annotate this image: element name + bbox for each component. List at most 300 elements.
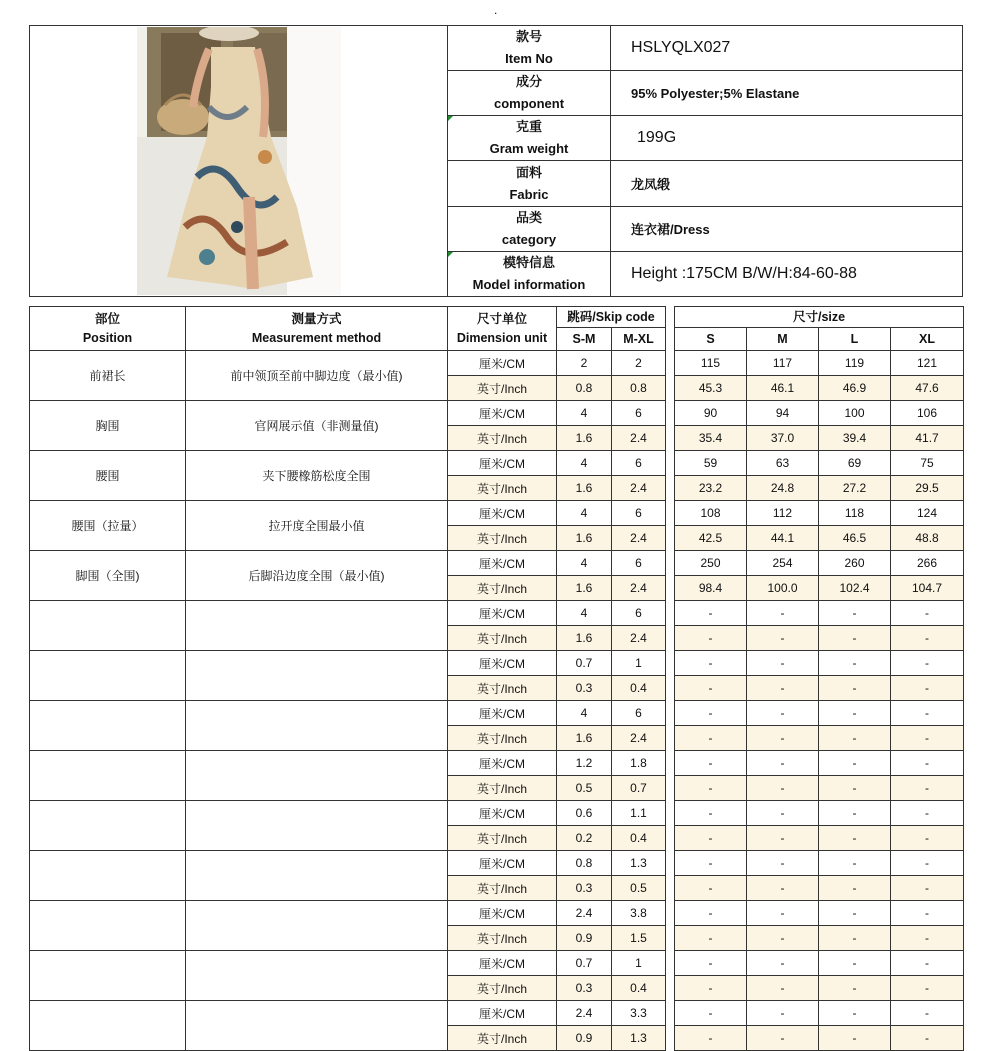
size-s-cell: - bbox=[675, 976, 747, 1001]
skip-sm-cell: 0.8 bbox=[557, 376, 612, 401]
column-gap bbox=[666, 976, 675, 1001]
size-xl-cell: 121 bbox=[891, 351, 964, 376]
size-s-cell: - bbox=[675, 601, 747, 626]
size-xl-cell: 48.8 bbox=[891, 526, 964, 551]
component-label bbox=[448, 71, 611, 116]
skip-mxl-cell: 2.4 bbox=[612, 576, 666, 601]
method-cell bbox=[186, 601, 448, 651]
column-gap bbox=[666, 851, 675, 876]
column-gap bbox=[666, 676, 675, 701]
table-row bbox=[30, 351, 964, 376]
column-gap bbox=[666, 751, 675, 776]
position-cell bbox=[30, 951, 186, 1001]
size-chart-table bbox=[29, 306, 963, 1051]
skip-sm-cell: 4 bbox=[557, 551, 612, 576]
skip-mxl-cell: 0.5 bbox=[612, 876, 666, 901]
size-m-cell: - bbox=[747, 851, 819, 876]
size-xl-cell: - bbox=[891, 776, 964, 801]
fabric-label-en: Fabric bbox=[509, 186, 549, 202]
skip-sm-cell: 0.7 bbox=[557, 651, 612, 676]
size-l-cell: - bbox=[819, 651, 891, 676]
size-l-cell: - bbox=[819, 976, 891, 1001]
size-s-cell: - bbox=[675, 1001, 747, 1026]
skip-sm-cell: 1.6 bbox=[557, 526, 612, 551]
size-m-cell: - bbox=[747, 951, 819, 976]
size-m-cell: 44.1 bbox=[747, 526, 819, 551]
size-s-cell: - bbox=[675, 676, 747, 701]
size-m-cell: - bbox=[747, 1026, 819, 1051]
product-photo bbox=[137, 27, 341, 295]
size-s-cell: - bbox=[675, 751, 747, 776]
gram-weight-label bbox=[448, 116, 611, 161]
skip-sm-cell: 0.7 bbox=[557, 951, 612, 976]
skip-mxl-cell: 1.8 bbox=[612, 751, 666, 776]
size-l-cell: 39.4 bbox=[819, 426, 891, 451]
size-s-cell: - bbox=[675, 651, 747, 676]
column-gap bbox=[666, 501, 675, 526]
size-s-cell: 98.4 bbox=[675, 576, 747, 601]
size-l-cell: - bbox=[819, 776, 891, 801]
skip-sm-cell: 2.4 bbox=[557, 901, 612, 926]
size-m-cell: 37.0 bbox=[747, 426, 819, 451]
column-gap bbox=[666, 626, 675, 651]
size-l-cell: - bbox=[819, 801, 891, 826]
size-m-cell: 46.1 bbox=[747, 376, 819, 401]
skip-mxl-cell: 3.3 bbox=[612, 1001, 666, 1026]
size-s-cell: - bbox=[675, 926, 747, 951]
size-m-cell: 24.8 bbox=[747, 476, 819, 501]
size-s-cell: 59 bbox=[675, 451, 747, 476]
skip-mxl-cell: 6 bbox=[612, 501, 666, 526]
table-row bbox=[30, 801, 964, 826]
size-m-cell: - bbox=[747, 701, 819, 726]
column-gap bbox=[666, 401, 675, 426]
unit-header-en: Dimension unit bbox=[456, 330, 548, 345]
unit-cell: 厘米/CM bbox=[448, 801, 557, 826]
size-l-cell: - bbox=[819, 826, 891, 851]
unit-cell: 英寸/Inch bbox=[448, 776, 557, 801]
category-value: 连衣裙/Dress bbox=[611, 206, 963, 251]
size-l-header: L bbox=[819, 328, 891, 351]
size-s-cell: - bbox=[675, 826, 747, 851]
size-xl-cell: 47.6 bbox=[891, 376, 964, 401]
skip-mxl-cell: 2.4 bbox=[612, 426, 666, 451]
size-s-cell: - bbox=[675, 901, 747, 926]
size-xl-cell: - bbox=[891, 876, 964, 901]
position-cell bbox=[30, 851, 186, 901]
column-gap bbox=[666, 351, 675, 376]
method-cell: 前中领顶至前中脚边度（最小值) bbox=[186, 351, 448, 401]
table-row bbox=[30, 451, 964, 476]
size-xl-cell: - bbox=[891, 1001, 964, 1026]
fabric-label bbox=[448, 161, 611, 206]
size-l-cell: 119 bbox=[819, 351, 891, 376]
unit-cell: 厘米/CM bbox=[448, 901, 557, 926]
unit-cell: 英寸/Inch bbox=[448, 526, 557, 551]
skip-sm-cell: 4 bbox=[557, 701, 612, 726]
size-l-cell: - bbox=[819, 901, 891, 926]
size-xl-cell: 29.5 bbox=[891, 476, 964, 501]
product-photo-cell bbox=[30, 26, 448, 297]
size-xl-cell: 106 bbox=[891, 401, 964, 426]
size-l-cell: - bbox=[819, 851, 891, 876]
table-row bbox=[30, 551, 964, 576]
skip-sm-cell: 2 bbox=[557, 351, 612, 376]
skip-mxl-cell: 2 bbox=[612, 351, 666, 376]
unit-cell: 厘米/CM bbox=[448, 601, 557, 626]
size-l-cell: - bbox=[819, 751, 891, 776]
skip-mxl-cell: 2.4 bbox=[612, 476, 666, 501]
position-cell: 腰围 bbox=[30, 451, 186, 501]
size-s-cell: - bbox=[675, 1026, 747, 1051]
skip-code-header: 跳码/Skip code bbox=[557, 307, 666, 328]
item-no-label-zh: 款号 bbox=[515, 29, 542, 45]
skip-sm-cell: 1.6 bbox=[557, 726, 612, 751]
table-row bbox=[30, 701, 964, 726]
size-l-cell: 100 bbox=[819, 401, 891, 426]
skip-mxl-cell: 1.5 bbox=[612, 926, 666, 951]
size-xl-cell: - bbox=[891, 726, 964, 751]
method-cell bbox=[186, 801, 448, 851]
size-l-cell: - bbox=[819, 876, 891, 901]
skip-sm-cell: 4 bbox=[557, 601, 612, 626]
table-row bbox=[30, 501, 964, 526]
size-xl-cell: - bbox=[891, 976, 964, 1001]
component-label-zh: 成分 bbox=[515, 74, 542, 90]
column-gap bbox=[666, 701, 675, 726]
skip-sm-cell: 4 bbox=[557, 451, 612, 476]
position-cell: 胸围 bbox=[30, 401, 186, 451]
size-m-cell: - bbox=[747, 801, 819, 826]
size-m-cell: - bbox=[747, 676, 819, 701]
size-xl-header: XL bbox=[891, 328, 964, 351]
skip-mxl-cell: 2.4 bbox=[612, 726, 666, 751]
size-xl-cell: - bbox=[891, 676, 964, 701]
column-gap bbox=[666, 476, 675, 501]
column-gap bbox=[666, 426, 675, 451]
size-l-cell: - bbox=[819, 951, 891, 976]
corner-mark bbox=[448, 116, 453, 121]
skip-mxl-cell: 2.4 bbox=[612, 626, 666, 651]
size-s-cell: - bbox=[675, 951, 747, 976]
size-l-cell: 46.5 bbox=[819, 526, 891, 551]
item-no-value: HSLYQLX027 bbox=[611, 26, 963, 71]
skip-sm-cell: 0.3 bbox=[557, 976, 612, 1001]
size-s-cell: 45.3 bbox=[675, 376, 747, 401]
size-m-cell: - bbox=[747, 976, 819, 1001]
skip-mxl-header: M-XL bbox=[612, 328, 666, 351]
table-row bbox=[30, 901, 964, 926]
table-row bbox=[30, 601, 964, 626]
column-gap bbox=[666, 776, 675, 801]
skip-mxl-cell: 0.4 bbox=[612, 976, 666, 1001]
size-xl-cell: - bbox=[891, 926, 964, 951]
size-xl-cell: - bbox=[891, 851, 964, 876]
size-m-cell: 63 bbox=[747, 451, 819, 476]
unit-cell: 厘米/CM bbox=[448, 701, 557, 726]
column-gap bbox=[666, 826, 675, 851]
method-header-en: Measurement method bbox=[251, 330, 382, 345]
skip-mxl-cell: 3.8 bbox=[612, 901, 666, 926]
size-l-cell: - bbox=[819, 726, 891, 751]
method-cell bbox=[186, 1001, 448, 1051]
unit-cell: 英寸/Inch bbox=[448, 376, 557, 401]
category-label-en: category bbox=[501, 231, 557, 247]
size-l-cell: 27.2 bbox=[819, 476, 891, 501]
skip-sm-cell: 1.2 bbox=[557, 751, 612, 776]
size-l-cell: 69 bbox=[819, 451, 891, 476]
corner-mark bbox=[448, 252, 453, 257]
item-no-label bbox=[448, 26, 611, 71]
size-m-cell: 254 bbox=[747, 551, 819, 576]
skip-sm-header: S-M bbox=[557, 328, 612, 351]
product-info-table bbox=[29, 25, 963, 297]
size-l-cell: - bbox=[819, 601, 891, 626]
size-s-cell: - bbox=[675, 626, 747, 651]
model-info-label-en: Model information bbox=[472, 276, 586, 292]
position-cell bbox=[30, 701, 186, 751]
size-l-cell: - bbox=[819, 676, 891, 701]
position-header-zh: 部位 bbox=[94, 311, 120, 326]
size-m-cell: - bbox=[747, 901, 819, 926]
size-m-cell: - bbox=[747, 826, 819, 851]
size-s-cell: 35.4 bbox=[675, 426, 747, 451]
skip-sm-cell: 1.6 bbox=[557, 476, 612, 501]
size-m-cell: - bbox=[747, 876, 819, 901]
skip-sm-cell: 0.2 bbox=[557, 826, 612, 851]
gram-weight-label-en: Gram weight bbox=[489, 141, 569, 157]
size-l-cell: 118 bbox=[819, 501, 891, 526]
column-gap bbox=[666, 376, 675, 401]
size-s-cell: 23.2 bbox=[675, 476, 747, 501]
size-m-cell: - bbox=[747, 626, 819, 651]
size-s-cell: - bbox=[675, 876, 747, 901]
unit-header bbox=[448, 307, 557, 351]
position-header bbox=[30, 307, 186, 351]
skip-sm-cell: 1.6 bbox=[557, 626, 612, 651]
unit-cell: 英寸/Inch bbox=[448, 426, 557, 451]
skip-mxl-cell: 0.4 bbox=[612, 826, 666, 851]
size-l-cell: 102.4 bbox=[819, 576, 891, 601]
size-s-cell: - bbox=[675, 851, 747, 876]
size-m-cell: - bbox=[747, 601, 819, 626]
size-m-cell: - bbox=[747, 926, 819, 951]
position-header-en: Position bbox=[82, 330, 133, 345]
size-s-cell: - bbox=[675, 701, 747, 726]
size-l-cell: - bbox=[819, 926, 891, 951]
gram-weight-label-zh: 克重 bbox=[515, 119, 542, 135]
skip-mxl-cell: 1.3 bbox=[612, 851, 666, 876]
unit-cell: 厘米/CM bbox=[448, 851, 557, 876]
size-l-cell: 260 bbox=[819, 551, 891, 576]
size-l-cell: - bbox=[819, 1001, 891, 1026]
unit-cell: 厘米/CM bbox=[448, 751, 557, 776]
component-label-en: component bbox=[493, 96, 565, 112]
skip-sm-cell: 0.6 bbox=[557, 801, 612, 826]
unit-cell: 英寸/Inch bbox=[448, 576, 557, 601]
unit-cell: 厘米/CM bbox=[448, 501, 557, 526]
size-xl-cell: - bbox=[891, 701, 964, 726]
size-s-cell: - bbox=[675, 776, 747, 801]
skip-sm-cell: 0.9 bbox=[557, 1026, 612, 1051]
size-l-cell: 46.9 bbox=[819, 376, 891, 401]
size-xl-cell: 124 bbox=[891, 501, 964, 526]
method-cell bbox=[186, 851, 448, 901]
method-cell: 拉开度全围最小值 bbox=[186, 501, 448, 551]
size-m-cell: - bbox=[747, 1001, 819, 1026]
column-gap bbox=[666, 726, 675, 751]
unit-cell: 英寸/Inch bbox=[448, 876, 557, 901]
size-xl-cell: - bbox=[891, 751, 964, 776]
unit-cell: 英寸/Inch bbox=[448, 676, 557, 701]
unit-cell: 厘米/CM bbox=[448, 451, 557, 476]
fabric-label-zh: 面料 bbox=[515, 164, 542, 180]
skip-sm-cell: 0.3 bbox=[557, 676, 612, 701]
position-cell bbox=[30, 751, 186, 801]
skip-mxl-cell: 1 bbox=[612, 951, 666, 976]
skip-mxl-cell: 6 bbox=[612, 601, 666, 626]
size-m-cell: 117 bbox=[747, 351, 819, 376]
size-m-cell: 112 bbox=[747, 501, 819, 526]
skip-sm-cell: 0.8 bbox=[557, 851, 612, 876]
size-xl-cell: - bbox=[891, 801, 964, 826]
skip-sm-cell: 4 bbox=[557, 501, 612, 526]
skip-mxl-cell: 1 bbox=[612, 651, 666, 676]
column-gap bbox=[666, 551, 675, 576]
item-no-label-en: Item No bbox=[505, 51, 553, 67]
model-info-label bbox=[448, 251, 611, 296]
size-xl-cell: - bbox=[891, 826, 964, 851]
position-cell bbox=[30, 1001, 186, 1051]
size-header: 尺寸/size bbox=[675, 307, 964, 328]
position-cell bbox=[30, 901, 186, 951]
unit-cell: 厘米/CM bbox=[448, 551, 557, 576]
skip-sm-cell: 1.6 bbox=[557, 576, 612, 601]
column-gap bbox=[666, 651, 675, 676]
skip-mxl-cell: 2.4 bbox=[612, 526, 666, 551]
skip-mxl-cell: 0.8 bbox=[612, 376, 666, 401]
position-cell bbox=[30, 801, 186, 851]
position-cell: 脚围（全围) bbox=[30, 551, 186, 601]
skip-sm-cell: 4 bbox=[557, 401, 612, 426]
column-gap bbox=[666, 951, 675, 976]
skip-mxl-cell: 1.1 bbox=[612, 801, 666, 826]
size-s-cell: 108 bbox=[675, 501, 747, 526]
size-xl-cell: 104.7 bbox=[891, 576, 964, 601]
method-cell bbox=[186, 701, 448, 751]
size-m-cell: - bbox=[747, 726, 819, 751]
unit-cell: 英寸/Inch bbox=[448, 926, 557, 951]
skip-mxl-cell: 6 bbox=[612, 701, 666, 726]
skip-sm-cell: 1.6 bbox=[557, 426, 612, 451]
column-gap bbox=[666, 1001, 675, 1026]
size-l-cell: - bbox=[819, 1026, 891, 1051]
table-row bbox=[30, 401, 964, 426]
size-m-header: M bbox=[747, 328, 819, 351]
method-cell: 夹下腰橡筋松度全围 bbox=[186, 451, 448, 501]
size-m-cell: 94 bbox=[747, 401, 819, 426]
unit-cell: 英寸/Inch bbox=[448, 826, 557, 851]
size-xl-cell: - bbox=[891, 651, 964, 676]
size-xl-cell: - bbox=[891, 951, 964, 976]
column-gap bbox=[666, 801, 675, 826]
unit-cell: 厘米/CM bbox=[448, 401, 557, 426]
size-xl-cell: 75 bbox=[891, 451, 964, 476]
fabric-value: 龙凤缎 bbox=[611, 161, 963, 206]
unit-cell: 英寸/Inch bbox=[448, 626, 557, 651]
method-header-zh: 测量方式 bbox=[291, 311, 342, 326]
column-gap bbox=[666, 926, 675, 951]
skip-mxl-cell: 6 bbox=[612, 401, 666, 426]
unit-cell: 英寸/Inch bbox=[448, 976, 557, 1001]
unit-cell: 厘米/CM bbox=[448, 1001, 557, 1026]
size-xl-cell: - bbox=[891, 901, 964, 926]
method-cell bbox=[186, 751, 448, 801]
column-gap bbox=[666, 576, 675, 601]
page-dot: . bbox=[494, 3, 498, 17]
size-s-cell: 250 bbox=[675, 551, 747, 576]
skip-sm-cell: 0.3 bbox=[557, 876, 612, 901]
category-label bbox=[448, 206, 611, 251]
size-m-cell: - bbox=[747, 776, 819, 801]
method-cell bbox=[186, 901, 448, 951]
component-value: 95% Polyester;5% Elastane bbox=[611, 71, 963, 116]
size-s-header: S bbox=[675, 328, 747, 351]
unit-cell: 厘米/CM bbox=[448, 651, 557, 676]
skip-mxl-cell: 1.3 bbox=[612, 1026, 666, 1051]
skip-mxl-cell: 0.7 bbox=[612, 776, 666, 801]
method-cell: 官网展示值（非测量值) bbox=[186, 401, 448, 451]
table-row bbox=[30, 1001, 964, 1026]
column-gap bbox=[666, 1026, 675, 1051]
size-xl-cell: - bbox=[891, 601, 964, 626]
unit-header-zh: 尺寸单位 bbox=[476, 311, 527, 326]
method-cell: 后脚沿边度全围（最小值) bbox=[186, 551, 448, 601]
column-gap bbox=[666, 451, 675, 476]
size-s-cell: 42.5 bbox=[675, 526, 747, 551]
size-s-cell: 90 bbox=[675, 401, 747, 426]
skip-sm-cell: 2.4 bbox=[557, 1001, 612, 1026]
size-xl-cell: - bbox=[891, 1026, 964, 1051]
column-gap bbox=[666, 901, 675, 926]
unit-cell: 英寸/Inch bbox=[448, 726, 557, 751]
method-cell bbox=[186, 651, 448, 701]
size-s-cell: 115 bbox=[675, 351, 747, 376]
size-chart-body bbox=[30, 351, 964, 1051]
column-gap bbox=[666, 876, 675, 901]
size-s-cell: - bbox=[675, 726, 747, 751]
position-cell bbox=[30, 601, 186, 651]
table-row bbox=[30, 851, 964, 876]
size-xl-cell: - bbox=[891, 626, 964, 651]
skip-sm-cell: 0.9 bbox=[557, 926, 612, 951]
skip-mxl-cell: 6 bbox=[612, 451, 666, 476]
size-m-cell: - bbox=[747, 751, 819, 776]
table-row bbox=[30, 751, 964, 776]
position-cell: 腰围（拉量） bbox=[30, 501, 186, 551]
unit-cell: 厘米/CM bbox=[448, 951, 557, 976]
unit-cell: 英寸/Inch bbox=[448, 476, 557, 501]
model-info-value: Height :175CM B/W/H:84-60-88 bbox=[611, 251, 963, 296]
category-label-zh: 品类 bbox=[515, 209, 542, 225]
column-gap bbox=[666, 307, 675, 351]
size-m-cell: 100.0 bbox=[747, 576, 819, 601]
unit-cell: 厘米/CM bbox=[448, 351, 557, 376]
size-m-cell: - bbox=[747, 651, 819, 676]
column-gap bbox=[666, 526, 675, 551]
size-s-cell: - bbox=[675, 801, 747, 826]
table-row bbox=[30, 951, 964, 976]
